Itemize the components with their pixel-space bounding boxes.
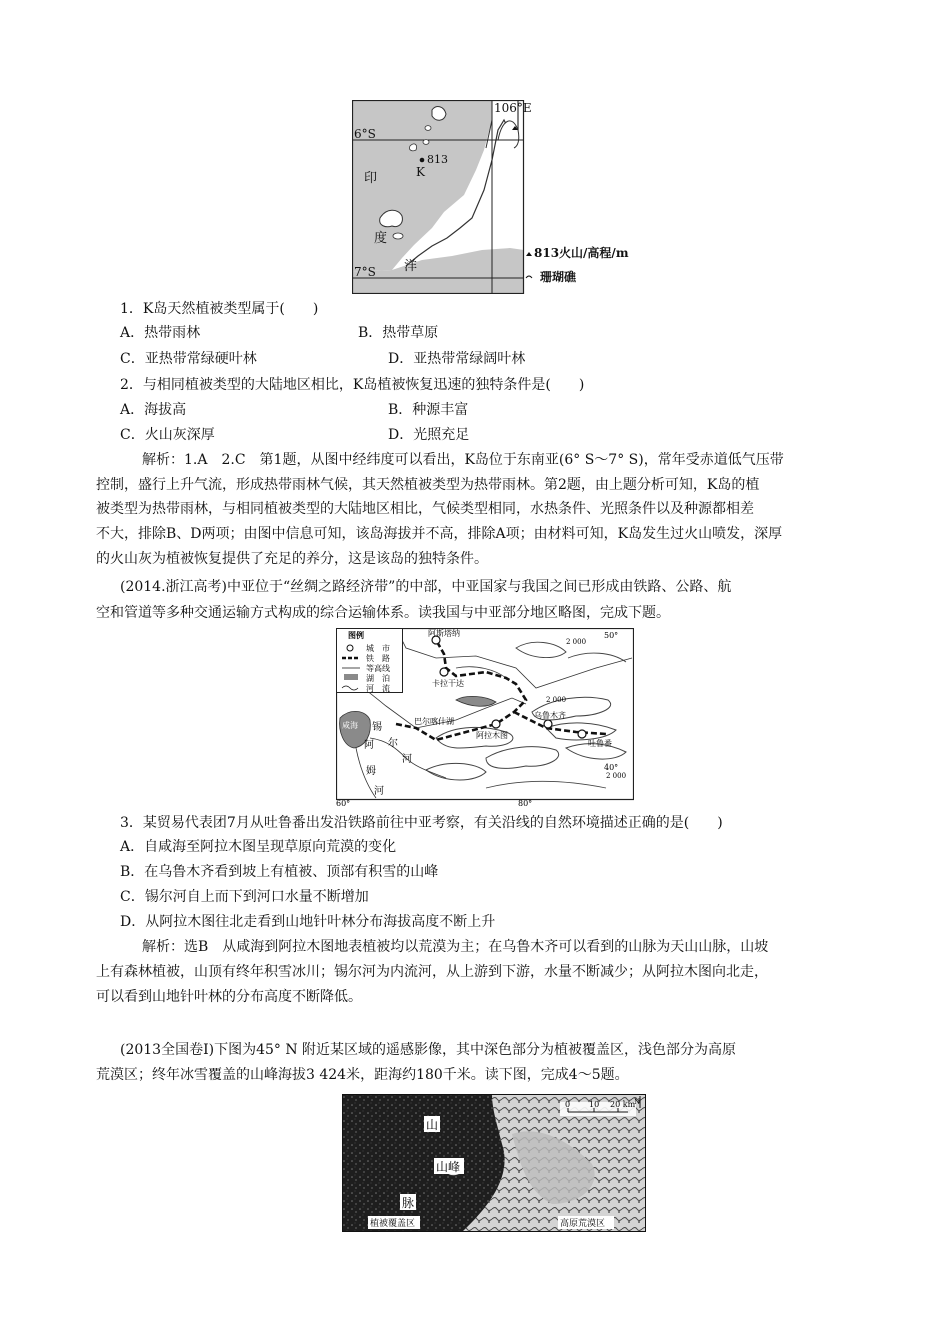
city-almaty-label: 阿拉木图 bbox=[476, 731, 508, 740]
river-amu-char-1: 阿 bbox=[364, 740, 374, 751]
north-arrow-label: N bbox=[634, 1098, 641, 1106]
lon-106e-label: 106°E bbox=[494, 101, 532, 115]
ocean-char-2: 度 bbox=[374, 231, 388, 246]
river-syr-char-3: 河 bbox=[402, 754, 412, 765]
contour-label-3: 2 000 bbox=[606, 772, 627, 780]
question-2-option-c: C．火山灰深厚 bbox=[120, 427, 215, 443]
answer-1-line-1: 解析：1.A 2.C 第1题，从图中经纬度可以看出，K岛位于东南亚(6° S～7° S)，常年受赤道低气压带 bbox=[142, 452, 784, 468]
figure-central-asia-map bbox=[336, 628, 634, 806]
question-2-option-b: B．种源丰富 bbox=[388, 402, 469, 418]
sea-aral-label: 咸海 bbox=[342, 721, 358, 730]
answer-1-line-3: 被类型为热带雨林，与相同植被类型的大陆地区相比，气候类型相同，水热条件、光照条件以及种源都相差 bbox=[96, 501, 754, 517]
question-3-option-b: B．在乌鲁木齐看到坡上有植被、顶部有积雪的山峰 bbox=[120, 864, 439, 880]
legend-item-city: 城 市 bbox=[366, 644, 390, 653]
question-1-option-c: C．亚热带常绿硬叶林 bbox=[120, 351, 257, 367]
city-karaganda-label: 卡拉干达 bbox=[432, 679, 464, 688]
question-2-stem: 2．与相同植被类型的大陆地区相比，K岛植被恢复迅速的独特条件是( ) bbox=[120, 377, 585, 393]
answer-1-line-2: 控制，盛行上升气流，形成热带雨林气候，其天然植被类型为热带雨林。第2题，由上题分析可知，K岛的植 bbox=[96, 477, 760, 493]
legend-item-contour: 等高线 bbox=[366, 664, 390, 673]
label-peak: 山峰 bbox=[436, 1160, 461, 1174]
volcano-elevation-label: 813 bbox=[427, 153, 448, 166]
legend-item-river: 河 流 bbox=[366, 684, 390, 693]
contour-label-2: 2 000 bbox=[546, 696, 567, 704]
lat-50-label: 50° bbox=[604, 631, 619, 640]
ocean-char-1: 印 bbox=[364, 171, 378, 186]
legend-reef-text: 珊瑚礁 bbox=[540, 270, 577, 284]
answer-1-line-5: 的火山灰为植被恢复提供了充足的养分，这是该岛的独特条件。 bbox=[96, 551, 488, 567]
question-3-option-d: D．从阿拉木图往北走看到山地针叶林分布海拔高度不断上升 bbox=[120, 914, 496, 930]
scale-10-label: 10 bbox=[589, 1100, 600, 1109]
question-1-option-d: D．亚热带常绿阔叶林 bbox=[388, 351, 526, 367]
question-2-option-d: D．光照充足 bbox=[388, 427, 470, 443]
river-amu-char-3: 河 bbox=[374, 786, 384, 797]
question-3-option-a: A．自咸海至阿拉木图呈现草原向荒漠的变化 bbox=[120, 839, 397, 855]
intro-3-line-2: 荒漠区；终年冰雪覆盖的山峰海拔3 424米，距海约180千米。读下图，完成4～5题。 bbox=[96, 1067, 629, 1083]
question-3-option-c: C．锡尔河自上而下到河口水量不断增加 bbox=[120, 889, 369, 905]
question-2-option-a: A．海拔高 bbox=[120, 402, 187, 418]
k-island-map-svg bbox=[352, 100, 642, 294]
label-desert-area: 高原荒漠区 bbox=[560, 1219, 606, 1229]
city-urumqi-label: 乌鲁木齐 bbox=[534, 711, 566, 720]
intro-3-line-1: (2013全国卷Ⅰ)下图为45° N 附近某区域的遥感影像，其中深色部分为植被覆盖区，浅色部分为高原 bbox=[120, 1042, 737, 1058]
island-k-label: K bbox=[416, 165, 425, 179]
river-syr-char-2: 尔 bbox=[388, 738, 398, 749]
label-shan: 山 bbox=[426, 1118, 439, 1132]
legend-item-lake: 湖 泊 bbox=[366, 674, 390, 683]
legend-volcano-text: 813火山/高程/m bbox=[534, 246, 629, 260]
question-1-option-a: A．热带雨林 bbox=[120, 325, 201, 341]
river-amu-char-2: 姆 bbox=[366, 766, 376, 777]
question-3-stem: 3．某贸易代表团7月从吐鲁番出发沿铁路前往中亚考察，有关沿线的自然环境描述正确的是( ) bbox=[120, 815, 723, 831]
lat-6s-label: 6°S bbox=[354, 127, 376, 141]
question-1-option-b: B．热带草原 bbox=[358, 325, 439, 341]
lon-60-label: 60° bbox=[336, 799, 351, 806]
answer-1-line-4: 不大，排除B、D两项；由图中信息可知，该岛海拔并不高，排除A项；由材料可知，K岛发生过火山喷发，深厚 bbox=[96, 526, 783, 542]
intro-2-line-1: (2014.浙江高考)中亚位于“丝绸之路经济带”的中部，中亚国家与我国之间已形成由铁路、公路、航 bbox=[120, 579, 732, 595]
city-turpan-label: 吐鲁番 bbox=[588, 739, 612, 748]
label-vegetation-area: 植被覆盖区 bbox=[370, 1219, 416, 1229]
legend-item-railway: 铁 路 bbox=[366, 654, 390, 663]
city-astana-label: 阿斯塔纳 bbox=[428, 629, 460, 638]
lake-balkhash-label: 巴尔喀什湖 bbox=[414, 717, 454, 726]
intro-2-line-2: 空和管道等多种交通运输方式构成的综合运输体系。读我国与中亚部分地区略图，完成下题。 bbox=[96, 605, 670, 621]
scale-20km-label: 20 km bbox=[610, 1100, 636, 1109]
question-1-stem: 1．K岛天然植被类型属于( ) bbox=[120, 301, 319, 317]
lat-7s-label: 7°S bbox=[354, 265, 376, 279]
legend-title: 图例 bbox=[348, 630, 364, 640]
central-asia-map-svg bbox=[336, 628, 634, 806]
figure-remote-sensing-image bbox=[342, 1094, 646, 1232]
answer-3-line-3: 可以看到山地针叶林的分布高度不断降低。 bbox=[96, 989, 362, 1005]
contour-label-1: 2 000 bbox=[566, 638, 587, 646]
ocean-char-3: 洋 bbox=[404, 259, 418, 274]
remote-sensing-svg bbox=[342, 1094, 646, 1232]
river-syr-char-1: 锡 bbox=[372, 722, 382, 733]
lon-80-label: 80° bbox=[518, 799, 533, 806]
label-mai: 脉 bbox=[402, 1196, 415, 1210]
scale-0-label: 0 bbox=[565, 1100, 571, 1109]
figure-k-island-map bbox=[352, 100, 642, 294]
answer-3-line-1: 解析：选B 从咸海到阿拉木图地表植被均以荒漠为主；在乌鲁木齐可以看到的山脉为天山山脉，山坡 bbox=[142, 939, 769, 955]
lat-40-label: 40° bbox=[604, 763, 619, 772]
answer-3-line-2: 上有森林植被，山顶有终年积雪冰川；锡尔河为内流河，从上游到下游，水量不断减少；从阿拉木图向北走， bbox=[96, 964, 768, 980]
